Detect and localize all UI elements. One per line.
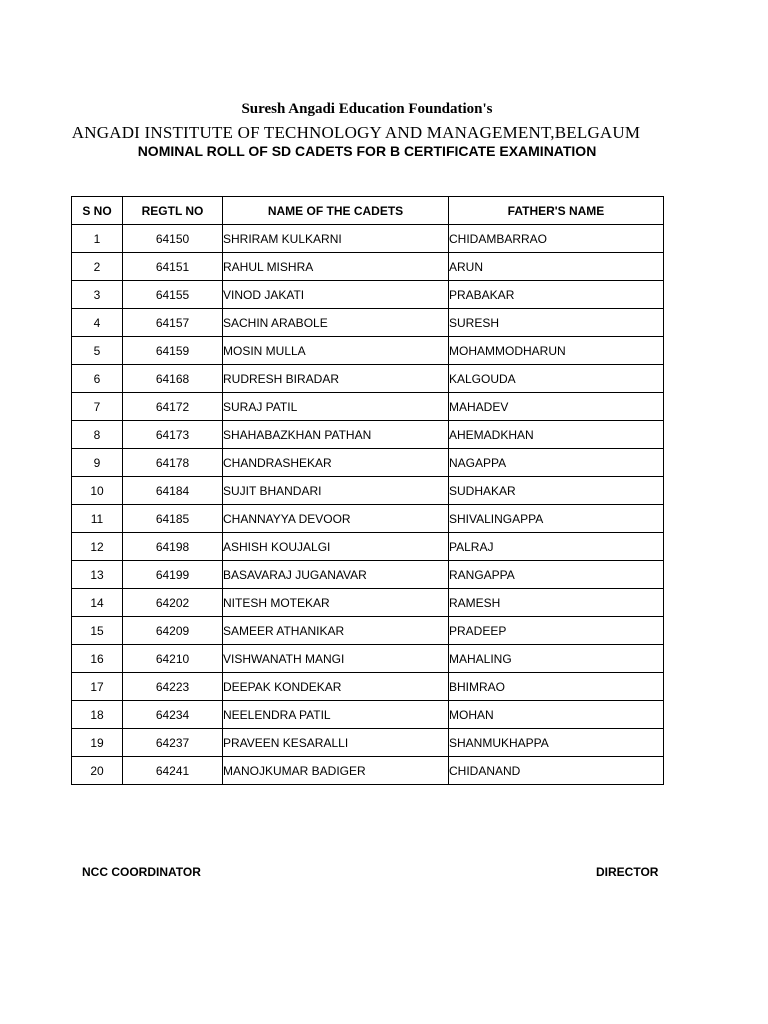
cell-sno: 12	[72, 533, 123, 561]
table-row	[72, 533, 664, 561]
cell-father-name: NAGAPPA	[449, 449, 664, 477]
cell-father-name: CHIDAMBARRAO	[449, 225, 664, 253]
column-header-father-name: FATHER'S NAME	[449, 197, 664, 225]
cell-sno: 18	[72, 701, 123, 729]
cell-cadet-name: PRAVEEN KESARALLI	[223, 729, 449, 757]
cell-regtl-no: 64198	[123, 533, 223, 561]
table-row	[72, 673, 664, 701]
cell-regtl-no: 64168	[123, 365, 223, 393]
cell-regtl-no: 64178	[123, 449, 223, 477]
table-row	[72, 477, 664, 505]
cell-father-name: MAHADEV	[449, 393, 664, 421]
cell-regtl-no: 64199	[123, 561, 223, 589]
cell-regtl-no: 64155	[123, 281, 223, 309]
cell-regtl-no: 64172	[123, 393, 223, 421]
cell-regtl-no: 64173	[123, 421, 223, 449]
table-row	[72, 701, 664, 729]
document-title: NOMINAL ROLL OF SD CADETS FOR B CERTIFICATE EXAMINATION	[137, 143, 597, 159]
cell-cadet-name: VINOD JAKATI	[223, 281, 449, 309]
cell-father-name: MOHAN	[449, 701, 664, 729]
cell-cadet-name: NEELENDRA PATIL	[223, 701, 449, 729]
cell-cadet-name: CHANDRASHEKAR	[223, 449, 449, 477]
cell-cadet-name: SUJIT BHANDARI	[223, 477, 449, 505]
cell-regtl-no: 64209	[123, 617, 223, 645]
cell-regtl-no: 64159	[123, 337, 223, 365]
cell-father-name: PRADEEP	[449, 617, 664, 645]
cell-regtl-no: 64210	[123, 645, 223, 673]
cell-cadet-name: CHANNAYYA DEVOOR	[223, 505, 449, 533]
cell-father-name: SHIVALINGAPPA	[449, 505, 664, 533]
cell-sno: 6	[72, 365, 123, 393]
cell-cadet-name: VISHWANATH MANGI	[223, 645, 449, 673]
cell-cadet-name: MANOJKUMAR BADIGER	[223, 757, 449, 785]
cell-father-name: PALRAJ	[449, 533, 664, 561]
cell-father-name: MAHALING	[449, 645, 664, 673]
table-row	[72, 337, 664, 365]
cell-father-name: PRABAKAR	[449, 281, 664, 309]
column-header-cadet-name: NAME OF THE CADETS	[223, 197, 449, 225]
cell-father-name: SHANMUKHAPPA	[449, 729, 664, 757]
cell-sno: 3	[72, 281, 123, 309]
table-row	[72, 617, 664, 645]
cell-sno: 19	[72, 729, 123, 757]
table-row	[72, 421, 664, 449]
table-row	[72, 589, 664, 617]
cell-cadet-name: SURAJ PATIL	[223, 393, 449, 421]
cell-sno: 1	[72, 225, 123, 253]
table-header-row	[72, 197, 664, 225]
cell-sno: 15	[72, 617, 123, 645]
table-row	[72, 449, 664, 477]
table-row	[72, 505, 664, 533]
table-row	[72, 729, 664, 757]
column-header-regtl-no: REGTL NO	[123, 197, 223, 225]
cell-sno: 9	[72, 449, 123, 477]
cell-cadet-name: RAHUL MISHRA	[223, 253, 449, 281]
cell-sno: 4	[72, 309, 123, 337]
cell-regtl-no: 64202	[123, 589, 223, 617]
cell-father-name: AHEMADKHAN	[449, 421, 664, 449]
cell-sno: 8	[72, 421, 123, 449]
cell-sno: 7	[72, 393, 123, 421]
nominal-roll-table	[71, 196, 664, 785]
ncc-coordinator-signature-label: NCC COORDINATOR	[82, 865, 201, 879]
table-row	[72, 281, 664, 309]
cell-cadet-name: ASHISH KOUJALGI	[223, 533, 449, 561]
cell-sno: 5	[72, 337, 123, 365]
cell-cadet-name: NITESH MOTEKAR	[223, 589, 449, 617]
table-row	[72, 253, 664, 281]
table-row	[72, 365, 664, 393]
table-row	[72, 225, 664, 253]
cell-regtl-no: 64151	[123, 253, 223, 281]
cell-regtl-no: 64185	[123, 505, 223, 533]
cell-regtl-no: 64184	[123, 477, 223, 505]
cell-cadet-name: SHRIRAM KULKARNI	[223, 225, 449, 253]
cell-regtl-no: 64157	[123, 309, 223, 337]
table-row	[72, 561, 664, 589]
cell-father-name: CHIDANAND	[449, 757, 664, 785]
cell-father-name: KALGOUDA	[449, 365, 664, 393]
foundation-name: Suresh Angadi Education Foundation's	[241, 101, 493, 117]
cell-father-name: ARUN	[449, 253, 664, 281]
cell-cadet-name: DEEPAK KONDEKAR	[223, 673, 449, 701]
cell-father-name: RAMESH	[449, 589, 664, 617]
cell-sno: 10	[72, 477, 123, 505]
cell-sno: 16	[72, 645, 123, 673]
table-row	[72, 309, 664, 337]
cell-regtl-no: 64150	[123, 225, 223, 253]
cell-sno: 14	[72, 589, 123, 617]
cell-cadet-name: MOSIN MULLA	[223, 337, 449, 365]
cell-father-name: SUDHAKAR	[449, 477, 664, 505]
cell-cadet-name: BASAVARAJ JUGANAVAR	[223, 561, 449, 589]
cell-father-name: BHIMRAO	[449, 673, 664, 701]
cell-sno: 20	[72, 757, 123, 785]
cell-cadet-name: SAMEER ATHANIKAR	[223, 617, 449, 645]
cell-sno: 17	[72, 673, 123, 701]
table-row	[72, 645, 664, 673]
cell-father-name: RANGAPPA	[449, 561, 664, 589]
cell-cadet-name: RUDRESH BIRADAR	[223, 365, 449, 393]
table-row	[72, 393, 664, 421]
cell-cadet-name: SHAHABAZKHAN PATHAN	[223, 421, 449, 449]
institute-name: ANGADI INSTITUTE OF TECHNOLOGY AND MANAGEMENT,BELGAUM	[71, 123, 641, 142]
cell-regtl-no: 64223	[123, 673, 223, 701]
cell-regtl-no: 64237	[123, 729, 223, 757]
cell-sno: 11	[72, 505, 123, 533]
cell-father-name: MOHAMMODHARUN	[449, 337, 664, 365]
cell-sno: 2	[72, 253, 123, 281]
table-row	[72, 757, 664, 785]
cell-cadet-name: SACHIN ARABOLE	[223, 309, 449, 337]
column-header-sno: S NO	[72, 197, 123, 225]
cell-father-name: SURESH	[449, 309, 664, 337]
cell-regtl-no: 64241	[123, 757, 223, 785]
cell-sno: 13	[72, 561, 123, 589]
cell-regtl-no: 64234	[123, 701, 223, 729]
director-signature-label: DIRECTOR	[596, 865, 659, 879]
